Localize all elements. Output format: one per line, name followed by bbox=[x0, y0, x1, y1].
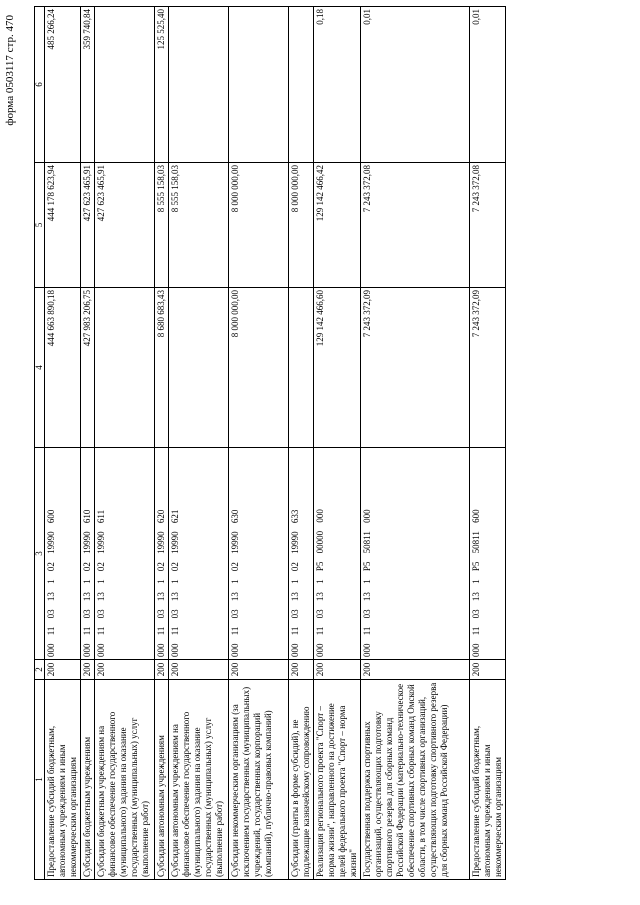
row-unexecuted-amount-cell bbox=[289, 7, 314, 163]
column-header: 6 bbox=[35, 7, 45, 163]
row-executed-amount-cell: 8 000 000,00 bbox=[289, 163, 314, 288]
table-row bbox=[169, 7, 229, 880]
row-budget-code-cell: 000 11 03 13 1 02 19990 633 bbox=[289, 448, 314, 660]
row-budget-code-cell: 000 11 03 13 1 02 19990 620 bbox=[155, 448, 169, 660]
row-line-code-cell: 200 bbox=[314, 660, 361, 680]
row-name-cell: Государственная поддержка спортивных организаций, осуществляющих подготовку спортивного резерва для сборных команд Российской Федерации (материально-техническое обеспечение спортивных сборных команд Омской области, в том числе спортивных организаций, осуществляющих подготовку спортивного резерва для сборных команд Российской Федерации) bbox=[361, 680, 470, 880]
row-budget-code-cell: 000 11 03 13 1 02 19990 621 bbox=[169, 448, 229, 660]
row-line-code-cell: 200 bbox=[289, 660, 314, 680]
table-row bbox=[155, 7, 169, 880]
row-budget-code-cell: 000 11 03 13 1 P5 00000 000 bbox=[314, 448, 361, 660]
row-executed-amount-cell: 129 142 466,42 bbox=[314, 163, 361, 288]
column-header: 4 bbox=[35, 288, 45, 448]
row-name-cell: Субсидии бюджетным учреждениям на финансовое обеспечение государственного (муниципального) задания на оказание государственных (муниципальных) услуг (выполнение работ) bbox=[95, 680, 155, 880]
table-row bbox=[361, 7, 470, 880]
row-unexecuted-amount-cell bbox=[95, 7, 155, 163]
row-executed-amount-cell: 427 623 465,91 bbox=[81, 163, 95, 288]
budget-table bbox=[34, 6, 506, 880]
row-name-cell: Предоставление субсидий бюджетным, автономным учреждениям и иным некоммерческим организациям bbox=[45, 680, 81, 880]
row-approved-amount-cell bbox=[289, 288, 314, 448]
row-budget-code-cell: 000 11 03 13 1 02 19990 600 bbox=[45, 448, 81, 660]
row-unexecuted-amount-cell bbox=[169, 7, 229, 163]
form-code-label: форма 0503117 стр. 470 bbox=[4, 15, 16, 126]
row-executed-amount-cell: 7 243 372,08 bbox=[470, 163, 506, 288]
row-unexecuted-amount-cell bbox=[229, 7, 289, 163]
column-header: 5 bbox=[35, 163, 45, 288]
row-budget-code-cell: 000 11 03 13 1 02 19990 630 bbox=[229, 448, 289, 660]
row-executed-amount-cell: 444 178 623,94 bbox=[45, 163, 81, 288]
row-name-cell: Предоставление субсидий бюджетным, автономным учреждениям и иным некоммерческим организациям bbox=[470, 680, 506, 880]
table-row bbox=[289, 7, 314, 880]
row-line-code-cell: 200 bbox=[229, 660, 289, 680]
table-row bbox=[314, 7, 361, 880]
row-approved-amount-cell: 7 243 372,09 bbox=[361, 288, 470, 448]
header-row bbox=[35, 7, 45, 880]
row-line-code-cell: 200 bbox=[361, 660, 470, 680]
row-executed-amount-cell: 8 555 158,03 bbox=[169, 163, 229, 288]
row-budget-code-cell: 000 11 03 13 1 P5 50811 600 bbox=[470, 448, 506, 660]
row-line-code-cell: 200 bbox=[155, 660, 169, 680]
row-approved-amount-cell: 129 142 466,60 bbox=[314, 288, 361, 448]
row-executed-amount-cell: 8 000 000,00 bbox=[229, 163, 289, 288]
row-unexecuted-amount-cell: 125 525,40 bbox=[155, 7, 169, 163]
row-name-cell: Субсидии автономным учреждениям на финансовое обеспечение государственного (муниципального) задания на оказание государственных (муниципальных) услуг (выполнение работ) bbox=[169, 680, 229, 880]
row-executed-amount-cell: 8 555 158,03 bbox=[155, 163, 169, 288]
row-name-cell: Субсидии (гранты в форме субсидий), не подлежащие казначейскому сопровождению bbox=[289, 680, 314, 880]
row-budget-code-cell: 000 11 03 13 1 02 19990 611 bbox=[95, 448, 155, 660]
table-row bbox=[45, 7, 81, 880]
column-header: 3 bbox=[35, 448, 45, 660]
row-unexecuted-amount-cell: 0,01 bbox=[470, 7, 506, 163]
row-line-code-cell: 200 bbox=[169, 660, 229, 680]
row-line-code-cell: 200 bbox=[470, 660, 506, 680]
row-executed-amount-cell: 427 623 465,91 bbox=[95, 163, 155, 288]
row-budget-code-cell: 000 11 03 13 1 P5 50811 000 bbox=[361, 448, 470, 660]
table-row bbox=[95, 7, 155, 880]
row-unexecuted-amount-cell: 0,18 bbox=[314, 7, 361, 163]
row-unexecuted-amount-cell: 359 740,84 bbox=[81, 7, 95, 163]
row-name-cell: Субсидии бюджетным учреждениям bbox=[81, 680, 95, 880]
column-header: 1 bbox=[35, 680, 45, 880]
row-approved-amount-cell bbox=[169, 288, 229, 448]
row-line-code-cell: 200 bbox=[95, 660, 155, 680]
row-unexecuted-amount-cell: 485 266,24 bbox=[45, 7, 81, 163]
table-row bbox=[81, 7, 95, 880]
row-name-cell: Субсидии автономным учреждениям bbox=[155, 680, 169, 880]
table-row bbox=[470, 7, 506, 880]
row-line-code-cell: 200 bbox=[81, 660, 95, 680]
row-approved-amount-cell bbox=[95, 288, 155, 448]
row-line-code-cell: 200 bbox=[45, 660, 81, 680]
row-approved-amount-cell: 7 243 372,09 bbox=[470, 288, 506, 448]
row-approved-amount-cell: 8 680 683,43 bbox=[155, 288, 169, 448]
row-approved-amount-cell: 444 663 890,18 bbox=[45, 288, 81, 448]
row-unexecuted-amount-cell: 0,01 bbox=[361, 7, 470, 163]
row-name-cell: Реализация регионального проекта "Спорт – норма жизни", направленного на достижение целей федерального проекта "Спорт – норма жизни" bbox=[314, 680, 361, 880]
row-executed-amount-cell: 7 243 372,08 bbox=[361, 163, 470, 288]
row-approved-amount-cell: 427 983 206,75 bbox=[81, 288, 95, 448]
row-approved-amount-cell: 8 000 000,00 bbox=[229, 288, 289, 448]
table-row bbox=[229, 7, 289, 880]
row-name-cell: Субсидии некоммерческим организациям (за исключением государственных (муниципальных) учреждений, государственных корпораций (компаний), публично-правовых компаний) bbox=[229, 680, 289, 880]
row-budget-code-cell: 000 11 03 13 1 02 19990 610 bbox=[81, 448, 95, 660]
column-header: 2 bbox=[35, 660, 45, 680]
